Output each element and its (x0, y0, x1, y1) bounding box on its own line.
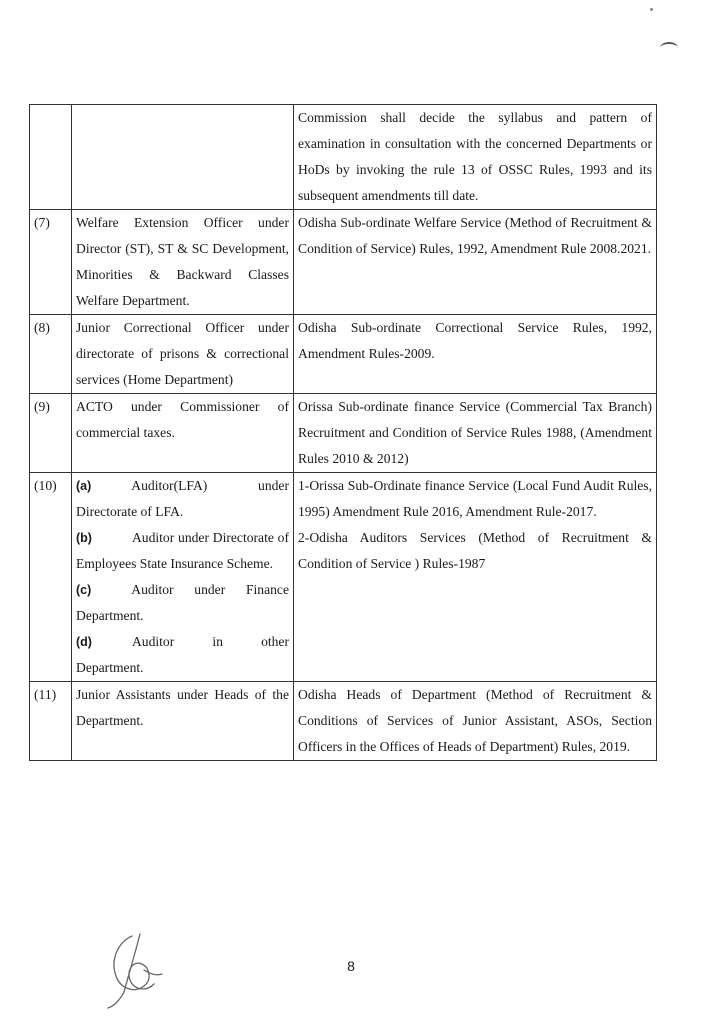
post-cell (72, 473, 294, 682)
table-row (30, 315, 657, 394)
sub-item-label: (c) (76, 583, 92, 597)
serial-number-cell (30, 105, 72, 210)
recruitment-rules-table (29, 104, 657, 761)
scan-artifact (650, 8, 653, 11)
table-row (30, 105, 657, 210)
rule-cell: Commission shall decide the syllabus and pattern of examination in consultation with the concerned Departments or HoDs by invoking the rule 13 of OSSC Rules, 1993 and its subsequent amendments till date. (294, 105, 657, 210)
serial-number-cell: (7) (30, 210, 72, 315)
table-row (30, 682, 657, 761)
sub-item-d (76, 629, 289, 681)
rule-cell: Orissa Sub-ordinate finance Service (Commercial Tax Branch) Recruitment and Condition of Service Rules 1988, (Amendment Rules 2010 & 2012) (294, 394, 657, 473)
post-cell: Welfare Extension Officer under Director (ST), ST & SC Development, Minorities & Backward Classes Welfare Department. (72, 210, 294, 315)
post-cell: Junior Correctional Officer under directorate of prisons & correctional services (Home Department) (72, 315, 294, 394)
sub-item-a (76, 473, 289, 525)
sub-item-label: (d) (76, 635, 92, 649)
sub-item-b (76, 525, 289, 577)
post-cell: Junior Assistants under Heads of the Department. (72, 682, 294, 761)
rule-line-2: 2-Odisha Auditors Services (Method of Recruitment & Condition of Service ) Rules-1987 (298, 530, 652, 571)
serial-number-cell: (9) (30, 394, 72, 473)
sub-item-label: (b) (76, 531, 92, 545)
rule-cell (294, 473, 657, 682)
table-row (30, 473, 657, 682)
table-row (30, 210, 657, 315)
scan-artifact-mark (660, 42, 678, 54)
rule-line-1: 1-Orissa Sub-Ordinate finance Service (Local Fund Audit Rules, 1995) Amendment Rule 2016, Amendment Rule-2017. (298, 478, 652, 519)
rule-cell: Odisha Heads of Department (Method of Recruitment & Conditions of Services of Junior Assistant, ASOs, Section Officers in the Offices of Heads of Department) Rules, 2019. (294, 682, 657, 761)
table-row (30, 394, 657, 473)
sub-item-text: Auditor under Finance Department. (76, 582, 289, 623)
page-number: 8 (347, 958, 355, 974)
sub-item-text: Auditor(LFA) under Directorate of LFA. (76, 478, 289, 519)
rule-cell: Odisha Sub-ordinate Welfare Service (Method of Recruitment & Condition of Service) Rules, 1992, Amendment Rule 2008.2021. (294, 210, 657, 315)
sub-item-c (76, 577, 289, 629)
sub-item-text: Auditor under Directorate of Employees State Insurance Scheme. (76, 530, 289, 571)
rule-cell: Odisha Sub-ordinate Correctional Service Rules, 1992, Amendment Rules-2009. (294, 315, 657, 394)
serial-number-cell: (8) (30, 315, 72, 394)
post-cell: ACTO under Commissioner of commercial taxes. (72, 394, 294, 473)
sub-item-text: Auditor in other Department. (76, 634, 289, 675)
post-cell (72, 105, 294, 210)
sub-item-label: (a) (76, 479, 92, 493)
serial-number-cell: (11) (30, 682, 72, 761)
serial-number-cell: (10) (30, 473, 72, 682)
